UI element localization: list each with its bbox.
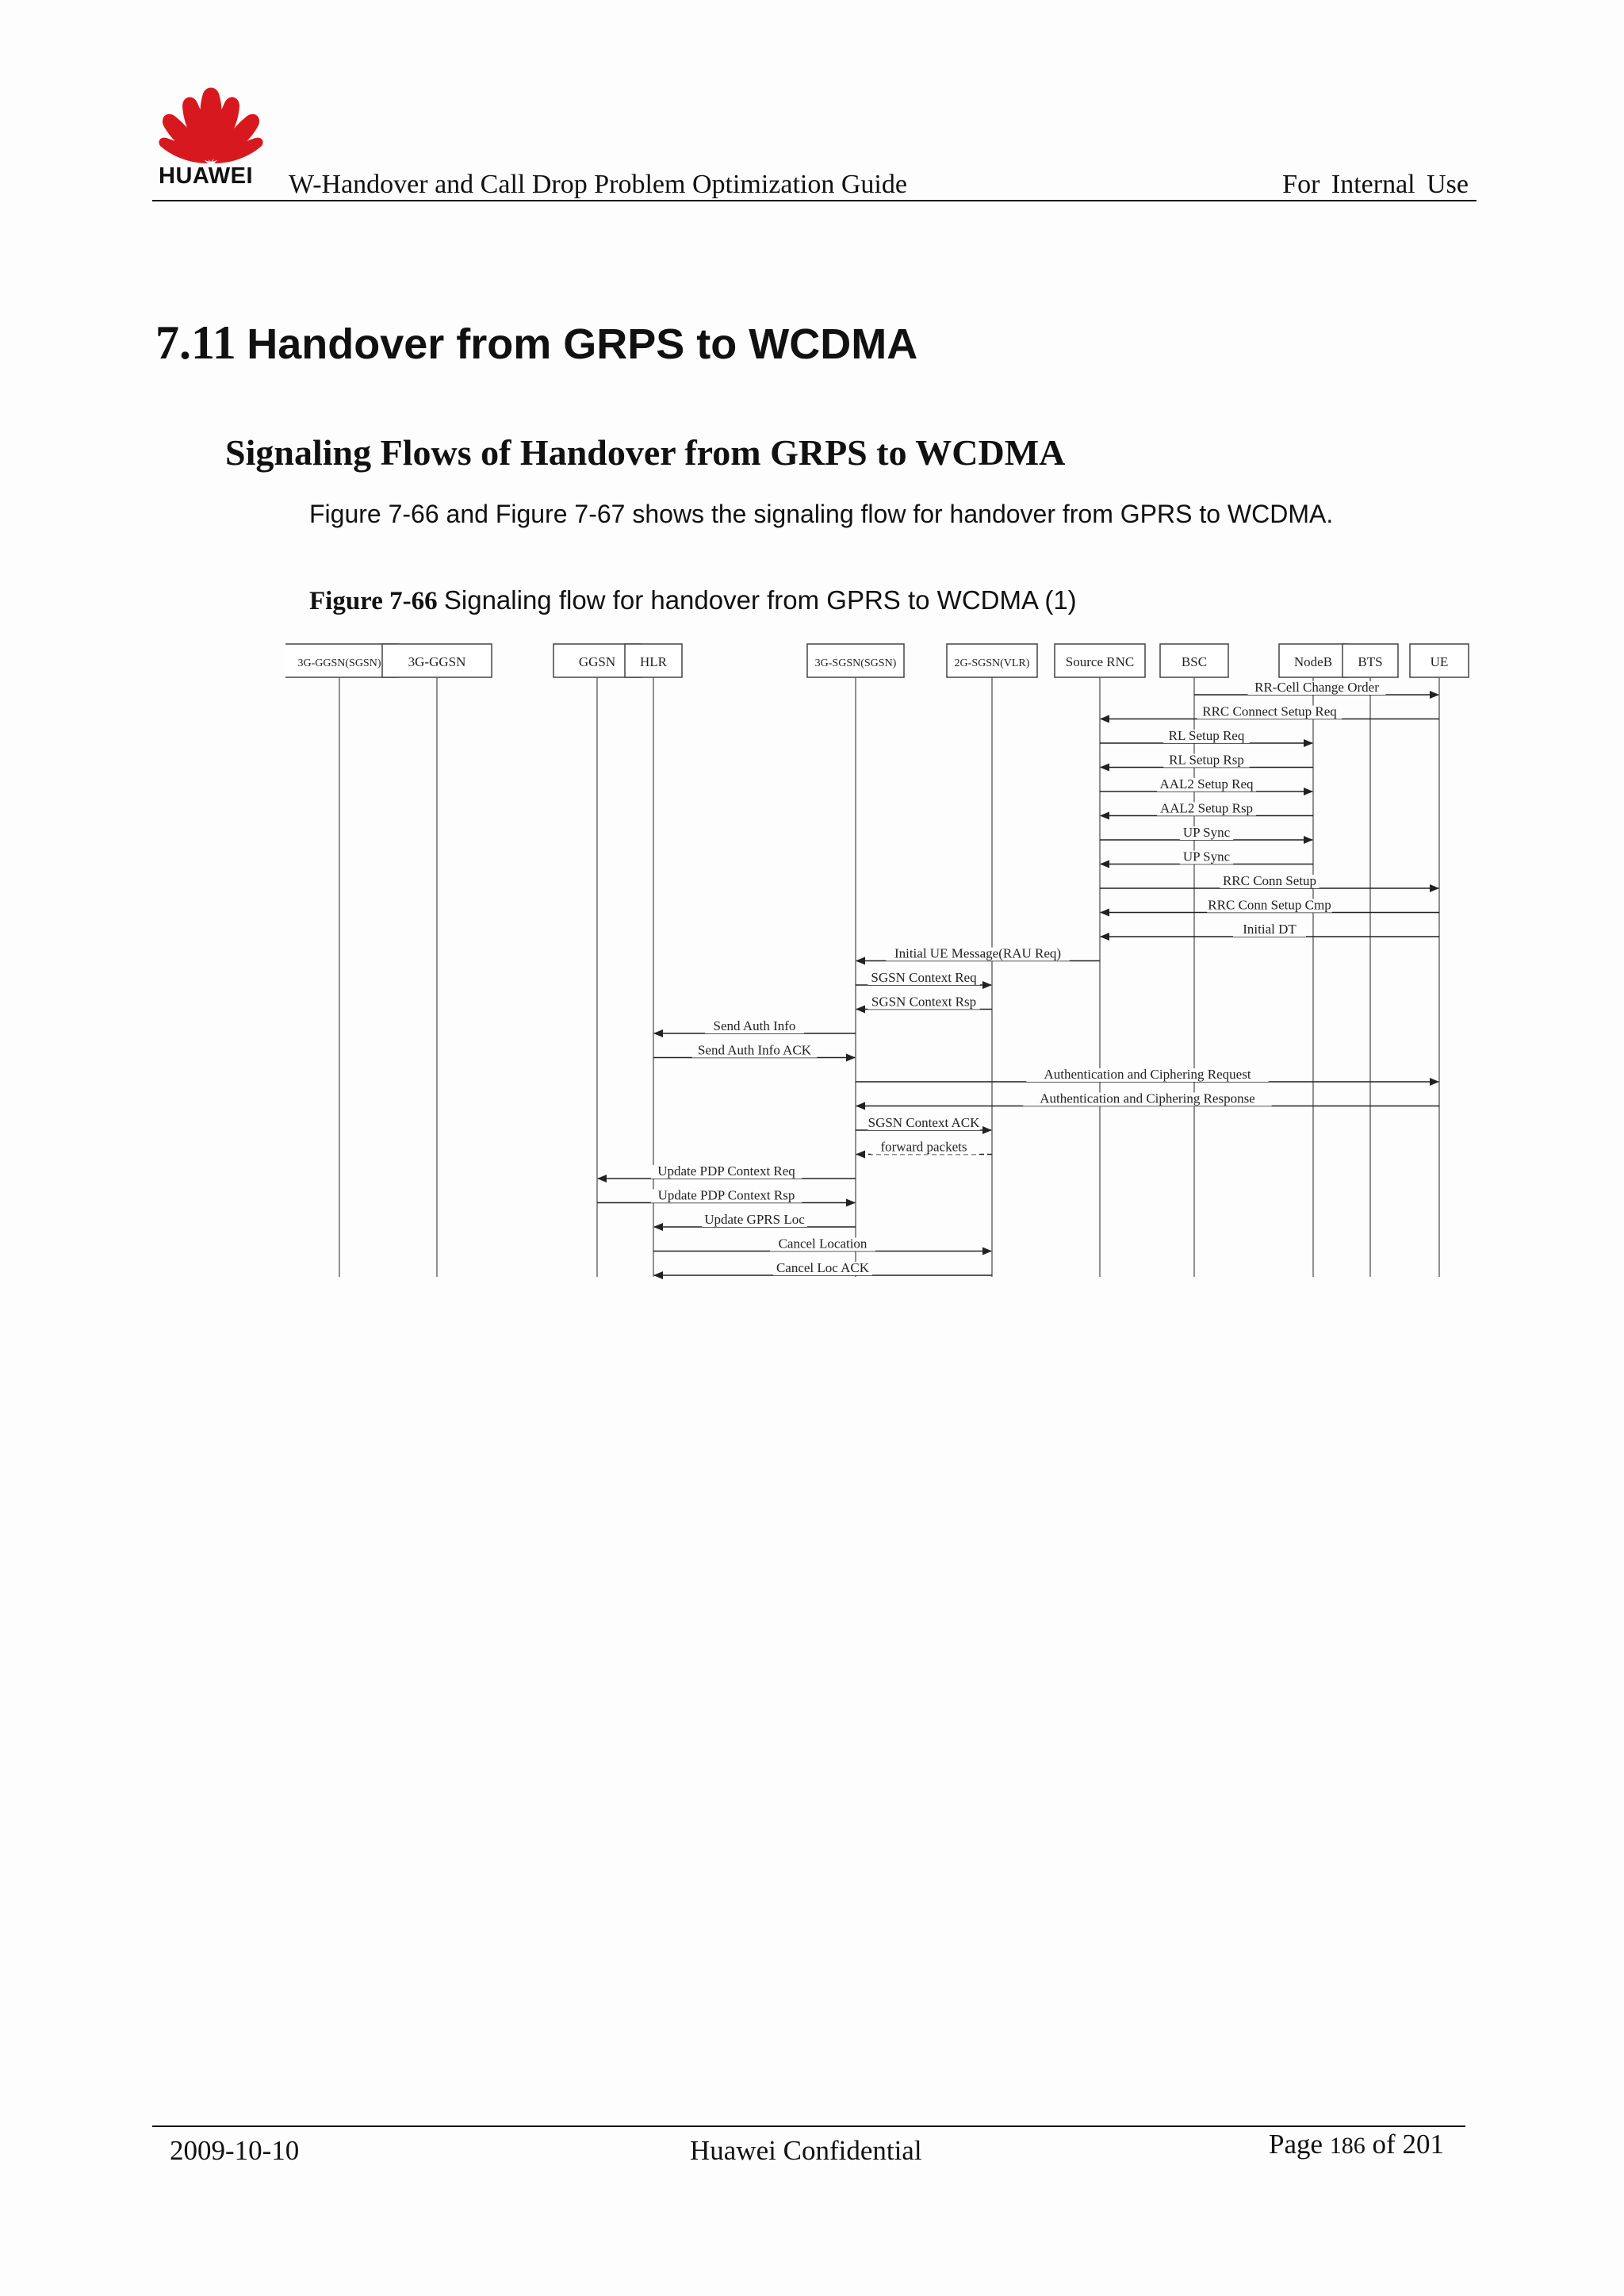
- message-21: [597, 1188, 855, 1203]
- entity-1: [382, 644, 492, 677]
- message-label: AAL2 Setup Req: [1159, 776, 1254, 792]
- message-label: RRC Conn Setup Cmp: [1208, 897, 1331, 913]
- message-24: [654, 1260, 992, 1275]
- message-label: Initial DT: [1243, 922, 1297, 937]
- message-23: [653, 1236, 991, 1251]
- entity-label: 3G-SGSN(SGSN): [814, 657, 897, 669]
- message-label: AAL2 Setup Rsp: [1159, 800, 1254, 816]
- entity-9: [1342, 644, 1398, 677]
- entity-label: Source RNC: [1065, 654, 1135, 669]
- entity-8: [1279, 644, 1347, 677]
- header-divider: [152, 200, 1477, 201]
- message-label: Cancel Location: [778, 1236, 868, 1251]
- message-label: UP Sync: [1182, 849, 1231, 864]
- message-2: [1100, 728, 1312, 743]
- message-label: RR-Cell Change Order: [1254, 680, 1379, 695]
- message-3: [1101, 753, 1313, 768]
- logo-petals: [159, 88, 262, 164]
- page-current: 186: [1329, 2133, 1365, 2159]
- footer-date: 2009-10-10: [170, 2135, 300, 2166]
- message-19: [856, 1140, 992, 1155]
- message-6: [1100, 825, 1312, 840]
- message-label: Update GPRS Loc: [704, 1212, 805, 1227]
- page-of: of: [1372, 2129, 1396, 2160]
- subsection-heading: Signaling Flows of Handover from GRPS to WCDMA: [225, 432, 1066, 473]
- page-number: [1269, 2129, 1444, 2160]
- figure-caption: [309, 585, 1077, 616]
- message-label: RRC Connect Setup Req: [1202, 703, 1337, 719]
- section-title: Handover from GRPS to WCDMA: [247, 320, 918, 368]
- message-label: UP Sync: [1182, 825, 1231, 840]
- message-8: [1100, 873, 1438, 888]
- entity-label: UE: [1430, 654, 1449, 669]
- entity-3: [625, 644, 682, 677]
- message-label: Send Auth Info: [713, 1018, 796, 1033]
- entity-5: [947, 644, 1037, 677]
- message-12: [856, 970, 991, 985]
- figure-caption-text: Signaling flow for handover from GPRS to WCDMA (1): [443, 585, 1077, 615]
- signaling-flow-diagram: [285, 634, 1475, 1285]
- page-prefix: Page: [1269, 2129, 1323, 2160]
- message-10: [1101, 922, 1439, 937]
- document-title: W-Handover and Call Drop Problem Optimization Guide: [289, 170, 907, 199]
- entity-label: 3G-GGSN: [408, 654, 466, 669]
- footer-divider: [152, 2125, 1465, 2127]
- message-label: RRC Conn Setup: [1222, 873, 1317, 888]
- message-14: [654, 1018, 856, 1033]
- message-18: [856, 1115, 991, 1130]
- message-17: [856, 1091, 1439, 1106]
- message-label: forward packets: [880, 1139, 967, 1155]
- message-15: [653, 1043, 855, 1058]
- message-label: SGSN Context Req: [871, 970, 977, 985]
- entity-label: NodeB: [1293, 654, 1333, 669]
- entity-6: [1055, 644, 1145, 677]
- message-label: Update PDP Context Req: [657, 1163, 795, 1179]
- message-11: [856, 946, 1100, 961]
- message-5: [1101, 801, 1313, 816]
- message-20: [598, 1163, 856, 1179]
- message-label: Initial UE Message(RAU Req): [894, 945, 1062, 961]
- intro-paragraph: Figure 7-66 and Figure 7-67 shows the signaling flow for handover from GPRS to WCDMA.: [309, 500, 1334, 528]
- entity-label: HLR: [640, 654, 667, 669]
- entity-4: [807, 644, 904, 677]
- message-label: SGSN Context Rsp: [871, 994, 977, 1010]
- entity-label: 3G-GGSN(SGSN): [297, 657, 381, 669]
- message-label: Cancel Loc ACK: [776, 1260, 870, 1275]
- message-0: [1194, 680, 1438, 695]
- entity-label: BTS: [1358, 654, 1383, 669]
- message-4: [1100, 776, 1312, 792]
- page-total: 201: [1402, 2129, 1444, 2160]
- message-13: [856, 995, 992, 1010]
- message-label: SGSN Context ACK: [868, 1115, 980, 1130]
- classification-label: For Internal Use: [1282, 170, 1469, 199]
- message-1: [1101, 704, 1439, 719]
- footer-confidential: Huawei Confidential: [690, 2135, 922, 2166]
- message-9: [1101, 898, 1439, 913]
- message-7: [1101, 849, 1313, 864]
- figure-label: Figure 7-66: [309, 587, 438, 615]
- entity-row: [285, 644, 1469, 677]
- entity-10: [1410, 644, 1469, 677]
- entity-0: [285, 644, 398, 677]
- message-label: RL Setup Rsp: [1169, 752, 1244, 768]
- entity-label: GGSN: [578, 654, 616, 669]
- logo-wordmark: HUAWEI: [159, 163, 253, 189]
- message-22: [654, 1212, 856, 1227]
- message-16: [856, 1067, 1438, 1082]
- message-label: RL Setup Req: [1168, 728, 1245, 743]
- message-label: Send Auth Info ACK: [697, 1042, 812, 1058]
- message-label: Authentication and Ciphering Response: [1040, 1091, 1255, 1106]
- section-number: 7.11: [155, 316, 236, 369]
- entity-label: BSC: [1181, 654, 1208, 669]
- message-label: Authentication and Ciphering Request: [1044, 1067, 1251, 1082]
- message-label: Update PDP Context Rsp: [657, 1187, 795, 1203]
- entity-7: [1160, 644, 1228, 677]
- section-heading: [155, 316, 917, 370]
- entity-label: 2G-SGSN(VLR): [954, 657, 1030, 669]
